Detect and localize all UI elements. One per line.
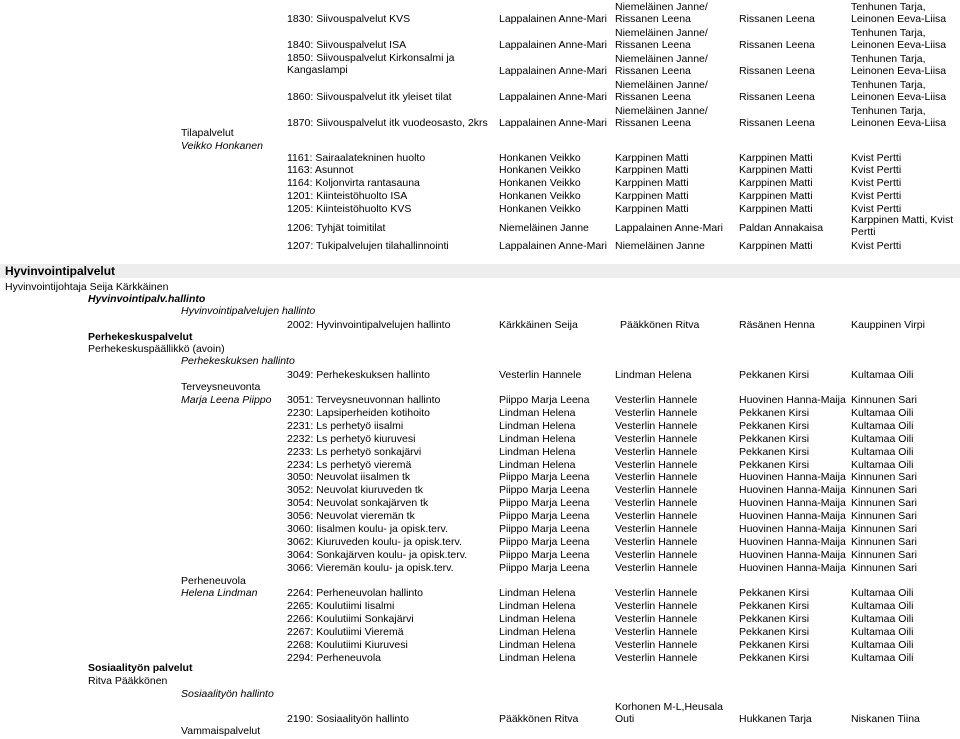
row-deputy: Hukkanen Tarja xyxy=(739,713,812,725)
row-deputy: Pekkanen Kirsi xyxy=(739,432,810,445)
row-substitute: Tenhunen Tarja, Leinonen Eeva-Liisa xyxy=(851,27,947,51)
row-deputy: Huovinen Hanna-Maija xyxy=(739,548,846,561)
row-substitute: Kinnunen Sari xyxy=(851,497,917,510)
section-header-bar xyxy=(0,264,960,278)
row-substitute: Kinnunen Sari xyxy=(851,523,917,535)
row-substitute: Kinnunen Sari xyxy=(851,471,917,484)
row-deputy: Pekkanen Kirsi xyxy=(739,587,810,599)
row-approver: Lappalainen Anne-Mari xyxy=(499,39,607,51)
row-approver: Lindman Helena xyxy=(499,458,576,471)
row-acceptor: Vesterlin Hannele xyxy=(615,638,698,651)
row-code: 2232: Ls perhetyö kiuruvesi xyxy=(287,432,416,445)
row-deputy: Huovinen Hanna-Maija xyxy=(739,497,846,510)
row-deputy: Pekkanen Kirsi xyxy=(739,599,810,612)
row-approver: Lindman Helena xyxy=(499,445,576,458)
row-acceptor: Lindman Helena xyxy=(615,369,692,381)
row-approver: Lindman Helena xyxy=(499,587,576,599)
row-substitute: Kultamaa Oili xyxy=(851,638,914,651)
row-deputy: Pekkanen Kirsi xyxy=(739,406,810,419)
row-acceptor: Vesterlin Hannele xyxy=(615,625,698,638)
subsection-title: Sosiaalityön palvelut xyxy=(88,662,193,674)
row-code: 2002: Hyvinvointipalvelujen hallinto xyxy=(287,319,451,331)
row-substitute: Kvist Pertti xyxy=(851,152,902,164)
row-code: 1163: Asunnot xyxy=(287,164,354,176)
row-code: 1207: Tukipalvelujen tilahallinnointi xyxy=(287,240,449,252)
row-deputy: Huovinen Hanna-Maija xyxy=(739,523,846,535)
row-approver: Piippo Marja Leena xyxy=(499,484,590,497)
row-acceptor: Niemeläinen Janne/ Rissanen Leena xyxy=(615,105,708,129)
row-acceptor: Vesterlin Hannele xyxy=(615,587,698,599)
row-substitute: Kultamaa Oili xyxy=(851,419,914,432)
row-code: 2294: Perheneuvola xyxy=(287,651,381,664)
row-substitute: Kvist Pertti xyxy=(851,190,902,202)
row-acceptor: Karppinen Matti xyxy=(615,203,689,215)
row-acceptor: Vesterlin Hannele xyxy=(615,523,698,535)
row-approver: Piippo Marja Leena xyxy=(499,561,590,574)
row-acceptor: Karppinen Matti xyxy=(615,152,689,164)
row-substitute: Kultamaa Oili xyxy=(851,587,914,599)
row-deputy: Karppinen Matti xyxy=(739,190,813,202)
unit-title: Sosiaalityön hallinto xyxy=(181,688,274,700)
row-code: 2268: Koulutiimi Kiuruvesi xyxy=(287,638,408,651)
row-code: 3052: Neuvolat kiuruveden tk xyxy=(287,484,424,497)
row-deputy: Karppinen Matti xyxy=(739,177,813,189)
row-deputy: Pekkanen Kirsi xyxy=(739,625,810,638)
row-approver: Honkanen Veikko xyxy=(499,152,581,164)
row-approver: Lindman Helena xyxy=(499,612,576,625)
row-code: 2230: Lapsiperheiden kotihoito xyxy=(287,406,431,419)
row-acceptor: Vesterlin Hannele xyxy=(615,561,698,574)
row-acceptor: Korhonen M-L,Heusala Outi xyxy=(615,701,723,725)
row-acceptor: Karppinen Matti xyxy=(615,177,689,189)
row-approver: Lindman Helena xyxy=(499,406,576,419)
row-approver: Honkanen Veikko xyxy=(499,190,581,202)
row-acceptor: Pääkkönen Ritva xyxy=(620,319,700,331)
unit-head: Veikko Honkanen xyxy=(181,140,263,152)
row-deputy: Pekkanen Kirsi xyxy=(739,419,810,432)
row-approver: Piippo Marja Leena xyxy=(499,497,590,510)
row-substitute: Kultamaa Oili xyxy=(851,369,914,381)
row-deputy: Huovinen Hanna-Maija xyxy=(739,561,846,574)
row-approver: Lindman Helena xyxy=(499,625,576,638)
unit-head: Helena Lindman xyxy=(181,587,258,599)
row-acceptor: Niemeläinen Janne/ Rissanen Leena xyxy=(615,53,708,77)
row-deputy: Rissanen Leena xyxy=(739,91,815,103)
row-deputy: Huovinen Hanna-Maija xyxy=(739,535,846,548)
row-deputy: Huovinen Hanna-Maija xyxy=(739,484,846,497)
row-code: 1164: Koljonvirta rantasauna xyxy=(287,177,420,189)
row-acceptor: Karppinen Matti xyxy=(615,164,689,176)
row-acceptor: Vesterlin Hannele xyxy=(615,445,698,458)
row-substitute: Kultamaa Oili xyxy=(851,599,914,612)
row-substitute: Kultamaa Oili xyxy=(851,612,914,625)
row-deputy: Karppinen Matti xyxy=(739,240,813,252)
row-code: 3066: Vieremän koulu- ja opisk.terv. xyxy=(287,561,454,574)
row-substitute: Kinnunen Sari xyxy=(851,535,917,548)
row-code: 1870: Siivouspalvelut itk vuodeosasto, 2krs xyxy=(287,117,488,129)
row-acceptor: Karppinen Matti xyxy=(615,190,689,202)
row-substitute: Kauppinen Virpi xyxy=(851,319,925,331)
unit-title: Perhekeskuksen hallinto xyxy=(181,355,295,367)
unit-title: Vammaispalvelut xyxy=(181,725,261,737)
subsection-title: Perhekeskuspalvelut xyxy=(88,331,193,343)
row-acceptor: Vesterlin Hannele xyxy=(615,394,698,406)
row-code: 3060: Iisalmen koulu- ja opisk.terv. xyxy=(287,523,448,535)
subsection-head: Perhekeskuspäällikkö (avoin) xyxy=(88,343,225,355)
row-deputy: Rissanen Leena xyxy=(739,13,815,25)
row-acceptor: Vesterlin Hannele xyxy=(615,458,698,471)
row-code: 1206: Tyhjät toimitilat xyxy=(287,222,386,234)
row-approver: Piippo Marja Leena xyxy=(499,510,590,523)
row-substitute: Kultamaa Oili xyxy=(851,406,914,419)
row-acceptor: Niemeläinen Janne/ Rissanen Leena xyxy=(615,1,708,25)
unit-title: Perheneuvola xyxy=(181,575,246,587)
row-approver: Lappalainen Anne-Mari xyxy=(499,65,607,77)
row-deputy: Pekkanen Kirsi xyxy=(739,638,810,651)
row-deputy: Rissanen Leena xyxy=(739,65,815,77)
row-code: 3054: Neuvolat sonkajärven tk xyxy=(287,497,429,510)
row-code: 2267: Koulutiimi Vieremä xyxy=(287,625,404,638)
row-substitute: Kinnunen Sari xyxy=(851,561,917,574)
row-deputy: Pekkanen Kirsi xyxy=(739,612,810,625)
row-approver: Piippo Marja Leena xyxy=(499,548,590,561)
row-approver: Piippo Marja Leena xyxy=(499,471,590,484)
row-substitute: Kinnunen Sari xyxy=(851,394,917,406)
unit-head: Marja Leena Piippo xyxy=(181,394,272,406)
row-code: 3056: Neuvolat vieremän tk xyxy=(287,510,415,523)
row-deputy: Karppinen Matti xyxy=(739,152,813,164)
row-approver: Piippo Marja Leena xyxy=(499,523,590,535)
row-substitute: Kvist Pertti xyxy=(851,177,902,189)
row-acceptor: Vesterlin Hannele xyxy=(615,484,698,497)
row-acceptor: Vesterlin Hannele xyxy=(615,471,698,484)
row-acceptor: Vesterlin Hannele xyxy=(615,548,698,561)
row-approver: Lindman Helena xyxy=(499,599,576,612)
row-code: 1840: Siivouspalvelut ISA xyxy=(287,39,407,51)
row-code: 3051: Terveysneuvonnan hallinto xyxy=(287,394,441,406)
row-code: 3062: Kiuruveden koulu- ja opisk.terv. xyxy=(287,535,462,548)
row-substitute: Kvist Pertti xyxy=(851,164,902,176)
row-approver: Pääkkönen Ritva xyxy=(499,713,579,725)
row-acceptor: Vesterlin Hannele xyxy=(615,406,698,419)
row-substitute: Tenhunen Tarja, Leinonen Eeva-Liisa xyxy=(851,105,947,129)
row-code: 1205: Kiinteistöhuolto KVS xyxy=(287,203,412,215)
unit-title: Tilapalvelut xyxy=(181,127,234,139)
row-deputy: Rissanen Leena xyxy=(739,39,815,51)
row-substitute: Kinnunen Sari xyxy=(851,548,917,561)
row-substitute: Kinnunen Sari xyxy=(851,510,917,523)
row-substitute: Kultamaa Oili xyxy=(851,445,914,458)
row-approver: Lappalainen Anne-Mari xyxy=(499,240,607,252)
row-code: 2265: Koulutiimi Iisalmi xyxy=(287,599,395,612)
unit-title: Hyvinvointipalvelujen hallinto xyxy=(181,305,316,317)
row-substitute: Tenhunen Tarja, Leinonen Eeva-Liisa xyxy=(851,79,947,103)
subsection-head: Ritva Pääkkönen xyxy=(88,675,168,687)
row-approver: Piippo Marja Leena xyxy=(499,394,590,406)
row-substitute: Kultamaa Oili xyxy=(851,625,914,638)
section-director: Hyvinvointijohtaja Seija Kärkkäinen xyxy=(5,281,169,293)
row-acceptor: Lappalainen Anne-Mari xyxy=(615,222,723,234)
row-approver: Lindman Helena xyxy=(499,419,576,432)
row-approver: Niemeläinen Janne xyxy=(499,222,589,234)
row-code: 1830: Siivouspalvelut KVS xyxy=(287,13,411,25)
row-deputy: Pekkanen Kirsi xyxy=(739,445,810,458)
row-acceptor: Niemeläinen Janne xyxy=(615,240,705,252)
row-approver: Lappalainen Anne-Mari xyxy=(499,117,607,129)
row-deputy: Karppinen Matti xyxy=(739,164,813,176)
row-deputy: Huovinen Hanna-Maija xyxy=(739,394,846,406)
row-substitute: Tenhunen Tarja, Leinonen Eeva-Liisa xyxy=(851,53,947,77)
section-title: Hyvinvointipalvelut xyxy=(5,264,116,278)
row-code: 1860: Siivouspalvelut itk yleiset tilat xyxy=(287,91,452,103)
row-approver: Honkanen Veikko xyxy=(499,203,581,215)
row-deputy: Räsänen Henna xyxy=(739,319,815,331)
row-substitute: Kultamaa Oili xyxy=(851,432,914,445)
row-approver: Lindman Helena xyxy=(499,638,576,651)
row-deputy: Paldan Annakaisa xyxy=(739,222,824,234)
row-approver: Kärkkäinen Seija xyxy=(499,319,578,331)
row-acceptor: Niemeläinen Janne/ Rissanen Leena xyxy=(615,27,708,51)
row-code: 3049: Perhekeskuksen hallinto xyxy=(287,369,431,381)
row-deputy: Huovinen Hanna-Maija xyxy=(739,471,846,484)
row-substitute: Niskanen Tiina xyxy=(851,713,920,725)
row-code: 2190: Sosiaalityön hallinto xyxy=(287,713,410,725)
row-acceptor: Vesterlin Hannele xyxy=(615,432,698,445)
row-acceptor: Vesterlin Hannele xyxy=(615,510,698,523)
row-acceptor: Vesterlin Hannele xyxy=(615,651,698,664)
row-acceptor: Niemeläinen Janne/ Rissanen Leena xyxy=(615,79,708,103)
row-deputy: Pekkanen Kirsi xyxy=(739,458,810,471)
row-code: 1850: Siivouspalvelut Kirkonsalmi ja Kangaslampi xyxy=(287,52,455,76)
row-substitute: Kultamaa Oili xyxy=(851,458,914,471)
row-acceptor: Vesterlin Hannele xyxy=(615,497,698,510)
row-substitute: Kinnunen Sari xyxy=(851,484,917,497)
unit-title: Terveysneuvonta xyxy=(181,381,261,393)
row-acceptor: Vesterlin Hannele xyxy=(615,535,698,548)
row-acceptor: Vesterlin Hannele xyxy=(615,612,698,625)
row-substitute: Karppinen Matti, Kvist Pertti xyxy=(851,214,954,238)
row-substitute: Kultamaa Oili xyxy=(851,651,914,664)
row-deputy: Huovinen Hanna-Maija xyxy=(739,510,846,523)
row-approver: Lappalainen Anne-Mari xyxy=(499,91,607,103)
row-substitute: Kvist Pertti xyxy=(851,240,902,252)
row-deputy: Pekkanen Kirsi xyxy=(739,369,810,381)
row-substitute: Kvist Pertti xyxy=(851,203,902,215)
row-code: 3050: Neuvolat iisalmen tk xyxy=(287,471,411,484)
row-code: 2266: Koulutiimi Sonkajärvi xyxy=(287,612,414,625)
row-approver: Honkanen Veikko xyxy=(499,164,581,176)
row-code: 1161: Sairaalatekninen huolto xyxy=(287,152,426,164)
row-acceptor: Vesterlin Hannele xyxy=(615,599,698,612)
row-code: 2231: Ls perhetyö iisalmi xyxy=(287,419,404,432)
row-code: 1201: Kiinteistöhuolto ISA xyxy=(287,190,408,202)
row-deputy: Karppinen Matti xyxy=(739,203,813,215)
subsection-title: Hyvinvointipalv.hallinto xyxy=(88,293,206,305)
row-approver: Piippo Marja Leena xyxy=(499,535,590,548)
row-approver: Honkanen Veikko xyxy=(499,177,581,189)
row-code: 2233: Ls perhetyö sonkajärvi xyxy=(287,445,422,458)
row-deputy: Rissanen Leena xyxy=(739,117,815,129)
row-code: 2264: Perheneuvolan hallinto xyxy=(287,587,424,599)
row-approver: Lindman Helena xyxy=(499,432,576,445)
row-approver: Lappalainen Anne-Mari xyxy=(499,13,607,25)
row-code: 2234: Ls perhetyö vieremä xyxy=(287,458,412,471)
row-acceptor: Vesterlin Hannele xyxy=(615,419,698,432)
row-substitute: Tenhunen Tarja, Leinonen Eeva-Liisa xyxy=(851,1,947,25)
row-approver: Lindman Helena xyxy=(499,651,576,664)
row-approver: Vesterlin Hannele xyxy=(499,369,582,381)
row-deputy: Pekkanen Kirsi xyxy=(739,651,810,664)
row-code: 3064: Sonkajärven koulu- ja opisk.terv. xyxy=(287,548,468,561)
